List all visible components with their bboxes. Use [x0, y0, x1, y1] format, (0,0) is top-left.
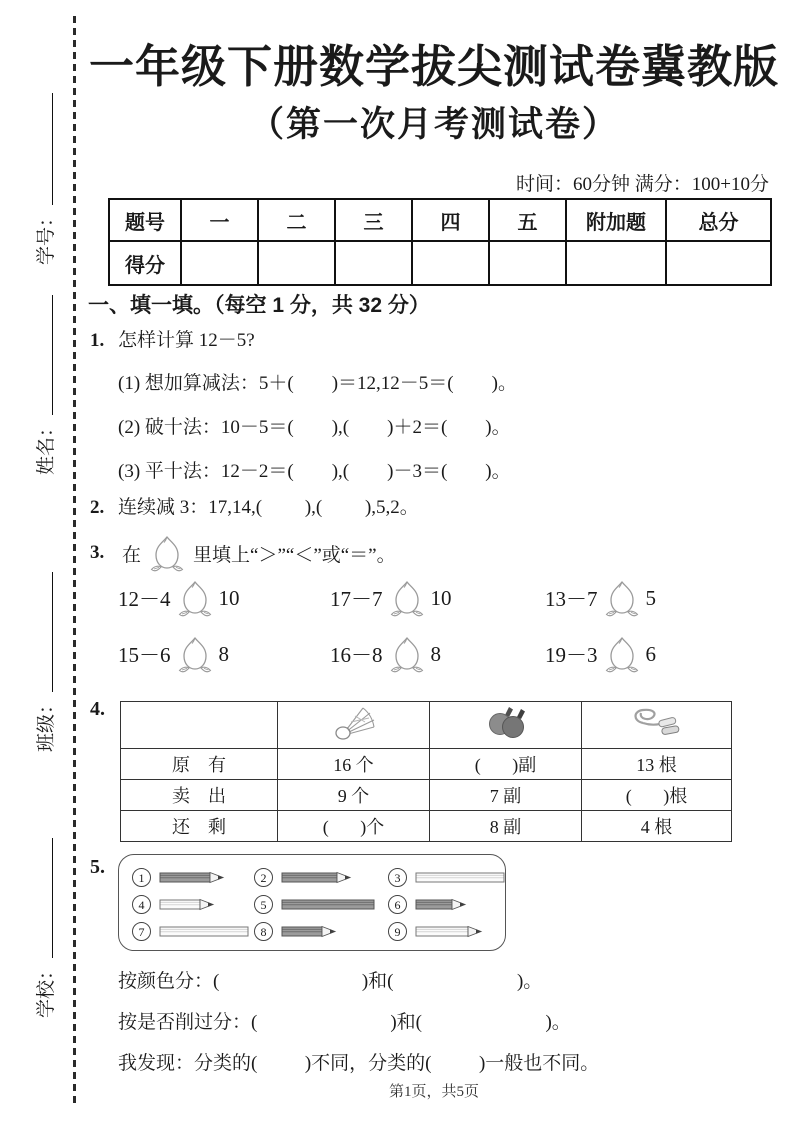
- score-header-cell: 一: [181, 199, 258, 241]
- question-1-part-2: (2) 破十法：10－5＝( ),( )＋2＝( )。: [118, 417, 511, 438]
- q4-cell: 9 个: [278, 780, 430, 811]
- score-value-cell: [489, 241, 566, 285]
- peach-icon: [150, 534, 184, 572]
- score-value-cell: [181, 241, 258, 285]
- pencil-icon: [159, 925, 250, 938]
- peach-icon: [390, 579, 424, 617]
- q4-row-label: 原 有: [121, 749, 278, 780]
- pencil-icon: [281, 871, 353, 884]
- pencil-item: [254, 922, 388, 941]
- pencil-number: 4: [132, 895, 151, 914]
- pencil-item: [132, 895, 254, 914]
- score-value-cell: [666, 241, 771, 285]
- pencil-number: 7: [132, 922, 151, 941]
- pencil-item: [254, 868, 388, 887]
- q4-cell: 7 副: [430, 780, 582, 811]
- score-header-cell: 二: [258, 199, 335, 241]
- score-value-cell: [258, 241, 335, 285]
- q4-cell: ( )个: [278, 811, 430, 842]
- comparison-item: [545, 579, 758, 617]
- pencil-number: 1: [132, 868, 151, 887]
- q4-icon-row: [121, 702, 732, 749]
- question-5-number: 5.: [90, 856, 105, 878]
- pencil-icon: [159, 898, 216, 911]
- q5-line-discovery: 我发现：分类的( )不同，分类的( )一般也不同。: [118, 1053, 600, 1074]
- q4-row-original: [121, 749, 732, 780]
- comparison-item: [330, 579, 545, 617]
- question-3-suffix: 里填上“＞”“＜”或“＝”。: [193, 544, 396, 566]
- comparison-left: 16－8: [330, 643, 383, 667]
- pencil-icon: [415, 898, 468, 911]
- comparison-left: 12－4: [118, 587, 171, 611]
- question-3-prefix: 在: [122, 544, 142, 566]
- question-2-number: 2.: [90, 497, 105, 518]
- comparison-right: 8: [430, 641, 441, 666]
- q4-icon-cell: [582, 702, 732, 749]
- pencil-icon: [281, 898, 376, 911]
- q4-icon-cell: [278, 702, 430, 749]
- comparison-item: [545, 635, 758, 673]
- school-field: [15, 838, 57, 1018]
- margin-dashed-line: [73, 16, 76, 1106]
- score-row-label: 得分: [109, 241, 181, 285]
- question-3: [90, 534, 396, 572]
- score-header-cell: 附加题: [566, 199, 666, 241]
- student-name-blank-line: [52, 295, 53, 415]
- comparison-left: 19－3: [545, 643, 598, 667]
- score-value-cell: [335, 241, 412, 285]
- score-table-score-row: [109, 241, 771, 285]
- page-title: 一年级下册数学拔尖测试卷冀教版: [88, 42, 779, 92]
- question-2-text: 连续减 3：17,14,( ),( ),5,2。: [118, 497, 419, 518]
- q4-cell: 16 个: [278, 749, 430, 780]
- question-3-number: 3.: [90, 542, 105, 563]
- exam-meta: 时间：60分钟 满分：100+10分: [516, 174, 769, 195]
- pencil-icon: [415, 925, 484, 938]
- peach-icon: [178, 635, 212, 673]
- score-table-header-row: [109, 199, 771, 241]
- comparison-right: 5: [645, 585, 656, 610]
- section-1-heading: 一、填一填。（每空 1 分，共 32 分）: [88, 294, 430, 317]
- question-4-table: [120, 701, 732, 842]
- pencil-item: [388, 868, 506, 887]
- q4-cell: 4 根: [582, 811, 732, 842]
- school-label: 学校：: [36, 960, 57, 1018]
- comparison-right: 10: [430, 585, 452, 610]
- school-blank-line: [52, 838, 53, 958]
- score-table: [108, 198, 772, 286]
- question-2: [90, 492, 419, 519]
- score-header-cell: 题号: [109, 199, 181, 241]
- student-name-field: [15, 295, 57, 475]
- page-subtitle: （第一次月考测试卷）: [248, 105, 619, 144]
- pencil-item: [254, 895, 388, 914]
- q4-cell: ( )根: [582, 780, 732, 811]
- q4-cell: 8 副: [430, 811, 582, 842]
- question-1-number: 1.: [90, 330, 105, 351]
- jump-rope-icon: [629, 703, 685, 743]
- q4-row-sold: [121, 780, 732, 811]
- table-tennis-paddles-icon: [483, 703, 529, 743]
- comparison-right: 8: [218, 641, 229, 666]
- pencil-icon: [281, 925, 338, 938]
- score-value-cell: [412, 241, 489, 285]
- shuttlecock-icon: [331, 703, 377, 743]
- q4-corner-cell: [121, 702, 278, 749]
- class-blank-line: [52, 572, 53, 692]
- pencil-number: 6: [388, 895, 407, 914]
- q4-cell: ( )副: [430, 749, 582, 780]
- question-1: [90, 325, 255, 352]
- question-1-part-3: (3) 平十法：12－2＝( ),( )－3＝( )。: [118, 461, 511, 482]
- comparison-item: [118, 579, 330, 617]
- pencil-number: 9: [388, 922, 407, 941]
- score-header-cell: 三: [335, 199, 412, 241]
- student-id-field: [15, 85, 57, 265]
- class-label: 班级：: [36, 694, 57, 752]
- q4-row-label: 还 剩: [121, 811, 278, 842]
- peach-icon: [605, 579, 639, 617]
- pencil-number: 3: [388, 868, 407, 887]
- pencil-number: 5: [254, 895, 273, 914]
- pencil-item: [388, 895, 506, 914]
- pencil-icon: [159, 871, 226, 884]
- q4-row-left: [121, 811, 732, 842]
- class-field: [15, 572, 57, 752]
- question-3-comparison-grid: [118, 578, 758, 674]
- pencil-icon: [415, 871, 506, 884]
- pencil-item: [132, 868, 254, 887]
- q4-row-label: 卖 出: [121, 780, 278, 811]
- comparison-left: 17－7: [330, 587, 383, 611]
- pencil-item: [132, 922, 254, 941]
- question-4-number: 4.: [90, 698, 105, 720]
- q4-cell: 13 根: [582, 749, 732, 780]
- student-name-label: 姓名：: [36, 417, 57, 475]
- comparison-item: [118, 635, 330, 673]
- question-1-text: 怎样计算 12－5?: [118, 330, 255, 351]
- student-id-label: 学号：: [36, 207, 57, 265]
- pencil-box: [118, 854, 506, 951]
- comparison-right: 6: [645, 641, 656, 666]
- comparison-item: [330, 635, 545, 673]
- pencil-number: 2: [254, 868, 273, 887]
- q5-line-sharpened: 按是否削过分：( )和( )。: [118, 1012, 571, 1033]
- page-footer: 第1页，共5页: [388, 1084, 479, 1100]
- peach-icon: [390, 635, 424, 673]
- comparison-right: 10: [218, 585, 240, 610]
- score-header-cell: 总分: [666, 199, 771, 241]
- question-1-part-1: (1) 想加算减法：5＋( )＝12,12－5＝( )。: [118, 373, 517, 394]
- pencil-item: [388, 922, 506, 941]
- q4-icon-cell: [430, 702, 582, 749]
- comparison-left: 15－6: [118, 643, 171, 667]
- comparison-left: 13－7: [545, 587, 598, 611]
- pencil-number: 8: [254, 922, 273, 941]
- score-value-cell: [566, 241, 666, 285]
- q5-line-color: 按颜色分：( )和( )。: [118, 971, 543, 992]
- student-id-blank-line: [52, 93, 53, 205]
- peach-icon: [178, 579, 212, 617]
- peach-icon: [605, 635, 639, 673]
- score-header-cell: 四: [412, 199, 489, 241]
- score-header-cell: 五: [489, 199, 566, 241]
